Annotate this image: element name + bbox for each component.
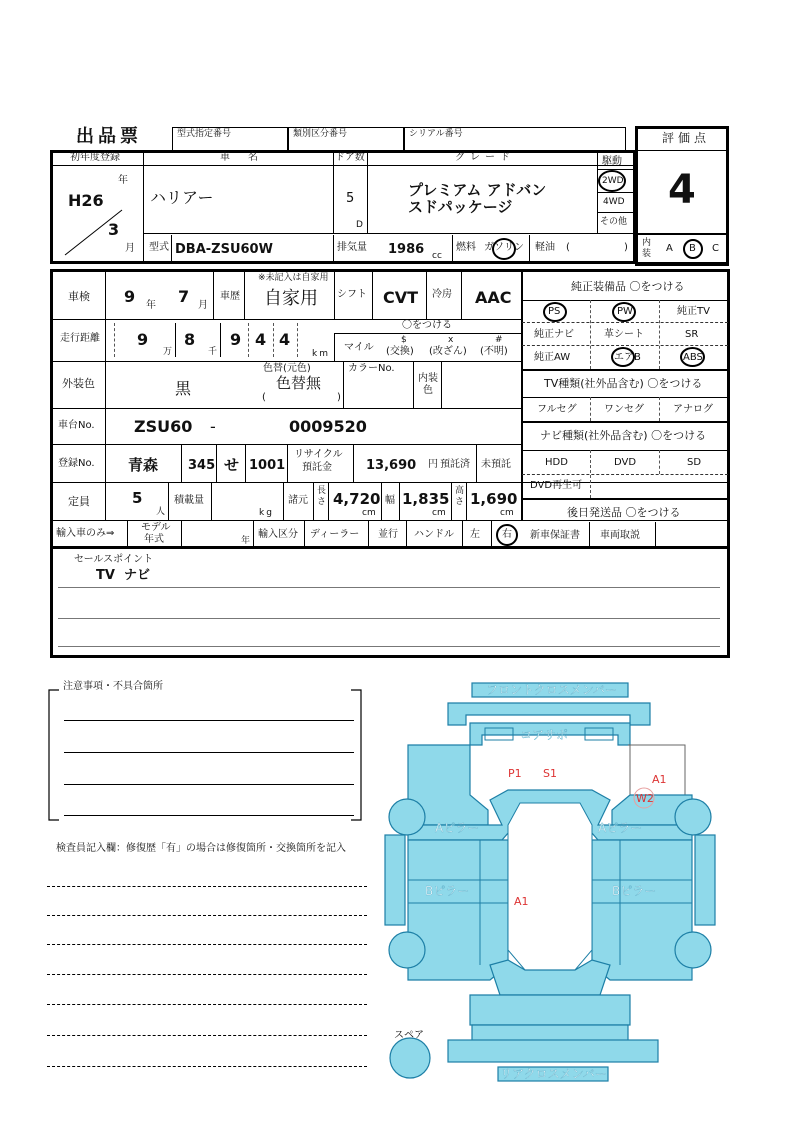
interior-b[interactable]: B xyxy=(689,243,696,254)
recycle-not-deposited[interactable]: 未預託 xyxy=(481,459,511,470)
height-label-1: 高 xyxy=(455,486,465,496)
drive-other[interactable]: その他 xyxy=(600,217,628,227)
dealer-option[interactable]: ディーラー xyxy=(310,529,360,540)
front-cross-label: フロントクロスメンバー xyxy=(486,683,617,697)
mileage-d3: 9 xyxy=(230,330,242,349)
interior-c[interactable]: C xyxy=(712,243,719,254)
reg-label: 登録No. xyxy=(58,458,95,469)
width-label: 幅 xyxy=(385,495,395,506)
nav-dvd[interactable]: DVD xyxy=(614,457,637,468)
equip-airbag-circle xyxy=(611,347,635,367)
capacity-label: 定員 xyxy=(68,495,90,508)
fuel-paren-close: ) xyxy=(624,242,628,253)
exchange-symbol: $ xyxy=(401,335,407,345)
first-reg-month: 3 xyxy=(108,220,120,239)
capacity-value: 5 xyxy=(132,489,143,507)
mark-w2: W2 xyxy=(636,792,654,805)
nav-sd[interactable]: SD xyxy=(687,457,702,468)
tv-title: TV種類(社外品含む) 〇をつける xyxy=(544,377,703,390)
nav-title: ナビ種類(社外品含む) 〇をつける xyxy=(540,429,707,442)
repaint-paren-open: ( xyxy=(262,392,266,403)
inspection-year-unit: 年 xyxy=(146,300,156,311)
rear-cross-label: リアクロスメンバー xyxy=(500,1067,607,1081)
doors-label: ドア数 xyxy=(335,152,365,163)
mileage-sen: 千 xyxy=(208,347,218,357)
recycle-label1: リサイクル xyxy=(294,449,343,460)
handle-label: ハンドル xyxy=(414,529,454,540)
model-year-label1: モデル xyxy=(141,522,171,533)
ac-value: AAC xyxy=(475,288,512,307)
caution-label: 注意事項・不具合箇所 xyxy=(63,681,163,692)
height-unit: cm xyxy=(500,508,514,518)
fuel-gasoline[interactable]: ガソリン xyxy=(484,242,524,253)
tamper-label[interactable]: (改ざん) xyxy=(429,346,467,357)
repaint-label: 色替(元色) xyxy=(263,363,311,374)
inspector-label: 検査員記入欄：修復歴「有」の場合は修復箇所・交換箇所を記入 xyxy=(56,843,346,854)
repaint-value: 色替無 xyxy=(276,374,322,392)
height-value: 1,690 xyxy=(470,490,518,508)
score-label: 評価点 xyxy=(662,131,711,145)
mark-note: 〇をつける xyxy=(402,320,452,331)
model-year-label2: 年式 xyxy=(144,534,164,545)
equip-pw[interactable]: PW xyxy=(617,306,633,317)
inspection-year: 9 xyxy=(124,287,136,306)
import-only-label: 輸入車のみ⇒ xyxy=(56,528,115,539)
mileage-d1: 9 xyxy=(137,330,149,349)
reg-class: 345 xyxy=(188,458,216,473)
a-pillar-right-label: Aピラー xyxy=(598,821,643,835)
capacity-unit: 人 xyxy=(156,507,166,517)
load-label: 積載量 xyxy=(174,495,204,506)
chassis-no: 0009520 xyxy=(289,417,367,436)
repaint-paren-close: ) xyxy=(337,392,341,403)
mark-p1: P1 xyxy=(508,767,522,780)
mark-a1-front: A1 xyxy=(652,773,667,786)
inspection-month-unit: 月 xyxy=(198,300,208,311)
equip-ps[interactable]: PS xyxy=(548,306,561,317)
mark-s1: S1 xyxy=(543,767,557,780)
handle-right-circle xyxy=(496,524,518,546)
later-title: 後日発送品 〇をつける xyxy=(567,506,681,519)
month-unit: 月 xyxy=(125,243,135,254)
mileage-d5: 4 xyxy=(279,330,291,349)
shift-label: シフト xyxy=(337,289,367,300)
history-label: 車歴 xyxy=(220,291,240,302)
fuel-gasoline-circle xyxy=(492,238,516,260)
equip-aw[interactable]: 純正AW xyxy=(534,352,571,363)
equip-ps-circle xyxy=(543,302,567,322)
reg-area: 青森 xyxy=(128,456,159,474)
score-value: 4 xyxy=(668,167,696,213)
tamper-symbol: x xyxy=(448,335,454,345)
grade-line1: プレミアム アドバン xyxy=(408,181,547,199)
mileage-unit: km xyxy=(312,349,330,359)
import-class-label: 輸入区分 xyxy=(258,529,298,540)
mile-label[interactable]: マイル xyxy=(344,342,374,353)
core-support-label: コアサポ xyxy=(520,728,569,742)
type-value: DBA-ZSU60W xyxy=(175,242,273,257)
fuel-label: 燃料 xyxy=(456,242,476,253)
recycle-value: 13,690 xyxy=(366,458,417,473)
fuel-light-oil[interactable]: 軽油 xyxy=(535,242,555,253)
chassis-prefix: ZSU60 xyxy=(134,417,193,436)
chassis-dash: - xyxy=(210,417,216,436)
mark-a1-roof: A1 xyxy=(514,895,529,908)
ac-label: 冷房 xyxy=(432,289,452,300)
name-label: 車名 xyxy=(220,152,276,163)
mileage-label: 走行距離 xyxy=(60,333,100,344)
equip-pw-circle xyxy=(612,302,636,322)
model-code-label: 型式指定番号 xyxy=(177,129,232,139)
width-unit: cm xyxy=(432,508,446,518)
b-pillar-right-label: Bピラー xyxy=(612,884,657,898)
history-note: ※未記入は自家用 xyxy=(258,273,329,283)
grade-line2: スドパッケージ xyxy=(408,198,513,216)
equip-sr[interactable]: SR xyxy=(685,329,699,340)
parallel-option[interactable]: 並行 xyxy=(378,529,398,540)
doors-value: 5 xyxy=(346,191,355,206)
unknown-symbol: # xyxy=(495,335,503,345)
vehicle-name: ハリアー xyxy=(150,188,214,207)
first-reg-year: H26 xyxy=(68,191,104,210)
sales-point-label: セールスポイント xyxy=(74,554,154,565)
fuel-paren-open: ( xyxy=(566,242,570,253)
inspection-label: 車検 xyxy=(68,290,90,303)
length-unit: cm xyxy=(362,508,376,518)
shift-value: CVT xyxy=(383,288,419,307)
doors-unit: D xyxy=(356,220,363,230)
tv-oneseg[interactable]: ワンセグ xyxy=(604,404,644,415)
interior-label-1: 内 xyxy=(642,238,652,248)
later-warranty[interactable]: 新車保証書 xyxy=(530,530,580,541)
interior-a[interactable]: A xyxy=(666,243,673,254)
equip-leather[interactable]: 革シート xyxy=(604,329,644,340)
equip-tv[interactable]: 純正TV xyxy=(677,306,710,317)
car-damage-diagram xyxy=(380,675,725,1090)
nav-dvd-playback[interactable]: DVD再生可 xyxy=(530,480,583,491)
dims-label: 諸元 xyxy=(288,495,308,506)
a-pillar-left-label: Aピラー xyxy=(435,821,480,835)
recycle-label2: 預託金 xyxy=(302,462,332,473)
class-code-label: 類別区分番号 xyxy=(293,129,348,139)
tv-fullseg[interactable]: フルセグ xyxy=(537,404,577,415)
height-label-2: さ xyxy=(455,497,465,507)
exterior-value: 黒 xyxy=(175,379,192,398)
mileage-d4: 4 xyxy=(255,330,267,349)
width-value: 1,835 xyxy=(402,490,450,508)
inspection-month: 7 xyxy=(178,287,190,306)
sales-point-value: TV ナビ xyxy=(96,568,150,583)
grade-label: グレード xyxy=(455,152,515,163)
later-manual[interactable]: 車両取説 xyxy=(600,530,640,541)
equip-abs-circle xyxy=(680,347,705,367)
first-reg-label: 初年度登録 xyxy=(70,152,120,163)
mileage-man: 万 xyxy=(163,347,173,357)
interior-b-circle xyxy=(683,239,703,259)
chassis-label: 車台No. xyxy=(58,420,95,431)
reg-kana: せ xyxy=(224,456,240,474)
load-unit: kg xyxy=(259,508,274,518)
drive-4wd[interactable]: 4WD xyxy=(603,197,625,207)
handle-left[interactable]: 左 xyxy=(470,529,480,540)
drive-label: 駆動 xyxy=(602,156,622,167)
interior-color-label2: 色 xyxy=(423,385,433,396)
drive-2wd-circle xyxy=(598,170,626,192)
nav-hdd[interactable]: HDD xyxy=(545,457,568,468)
mileage-d2: 8 xyxy=(184,330,196,349)
recycle-unit: 円 xyxy=(428,459,438,470)
exterior-label: 外装色 xyxy=(62,377,95,390)
history-value: 自家用 xyxy=(264,288,318,309)
displacement-label: 排気量 xyxy=(337,242,367,253)
serial-label: シリアル番号 xyxy=(409,129,463,139)
model-year-unit: 年 xyxy=(241,536,251,546)
interior-label-2: 装 xyxy=(642,249,652,259)
handle-right[interactable]: 右 xyxy=(502,529,512,540)
equip-nav[interactable]: 純正ナビ xyxy=(534,329,574,340)
drive-2wd[interactable]: 2WD xyxy=(602,176,624,186)
length-label-2: さ xyxy=(317,497,327,507)
b-pillar-left-label: Bピラー xyxy=(425,884,470,898)
caution-bracket xyxy=(45,686,370,826)
interior-color-label1: 内装 xyxy=(418,373,438,384)
color-no-label: カラーNo. xyxy=(348,363,395,374)
equipment-title: 純正装備品 〇をつける xyxy=(571,280,685,293)
length-label-1: 長 xyxy=(317,486,327,496)
tv-analog[interactable]: アナログ xyxy=(673,404,713,415)
type-label: 型式 xyxy=(149,242,169,253)
displacement-unit: cc xyxy=(432,251,442,261)
displacement-value: 1986 xyxy=(388,242,425,257)
unknown-label[interactable]: (不明) xyxy=(480,346,508,357)
exchange-label[interactable]: (交換) xyxy=(386,346,414,357)
page-title: 出品票 xyxy=(76,126,142,147)
spare-label: スペア xyxy=(394,1030,424,1041)
reg-number: 1001 xyxy=(249,458,286,473)
equip-airbag[interactable]: エアB xyxy=(614,352,641,363)
equip-abs[interactable]: ABS xyxy=(683,352,703,363)
recycle-deposited[interactable]: 預託済 xyxy=(440,459,470,470)
year-unit: 年 xyxy=(118,175,128,186)
length-value: 4,720 xyxy=(333,490,381,508)
